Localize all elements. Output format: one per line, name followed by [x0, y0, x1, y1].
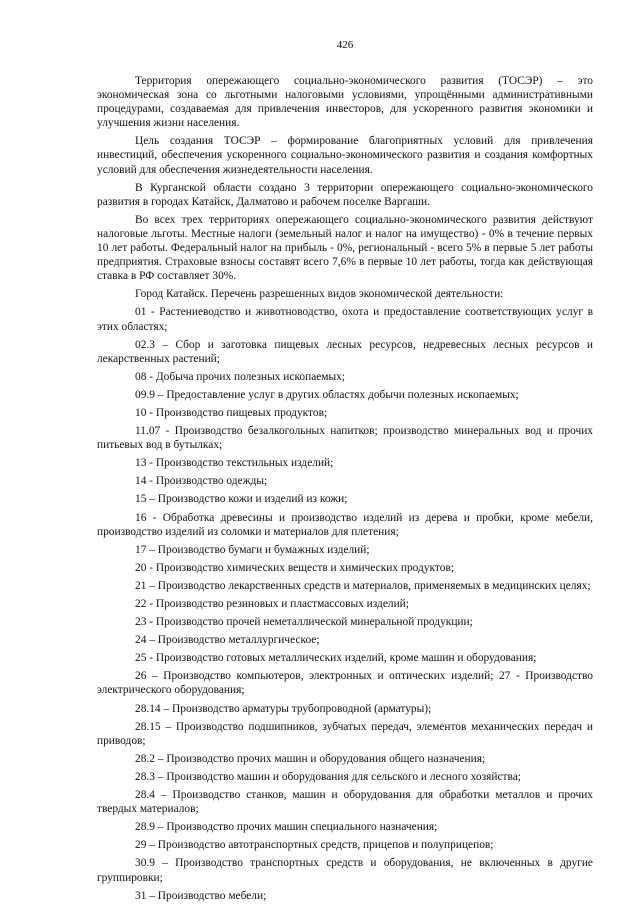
paragraph-tosr-definition: Территория опережающего социально-экономического развития (ТОСЭР) – это экономическая зона со льготными налоговыми условиями, упрощёнными административными процедурами, создаваемая для привлечения инвесторов, для ускоренного развития экономики и улучшения жизни населения.: [97, 75, 593, 130]
activity-list-item: 17 – Производство бумаги и бумажных изделий;: [135, 543, 370, 556]
activity-list-item: 13 - Производство текстильных изделий;: [135, 457, 334, 470]
activity-list-item: 28.9 – Производство прочих машин специального назначения;: [135, 821, 438, 834]
paragraph-tax-benefits: Во всех трех территориях опережающего социально-экономического развития действуют налоговые льготы. Местные налоги (земельный налог и налог на имущество) - 0% в течение первых 10 лет работы. Федеральный налог на прибыль - 0%, региональный - всего 5% в первые 5 лет работы предприятия. Страховые взносы составят всего 7,6% в первые 10 лет работы, тогда как действующая ставка в РФ составляет 30%.: [97, 213, 593, 283]
activity-list-item: 11.07 - Производство безалкогольных напитков; производство минеральных вод и прочих питьевых вод в бутылках;: [97, 425, 593, 452]
activity-list-item: 28.15 – Производство подшипников, зубчатых передач, элементов механических передач и приводов;: [97, 720, 593, 747]
activity-list-item: 10 - Производство пищевых продуктов;: [135, 406, 328, 419]
activity-list-item: 15 – Производство кожи и изделий из кожи;: [135, 493, 348, 506]
activity-list-item: 21 – Производство лекарственных средств и материалов, применяемых в медицинских целях;: [135, 579, 591, 592]
activity-list-item: 24 – Производство металлургическое;: [135, 634, 320, 647]
activity-list-item: 16 - Обработка древесины и производство изделий из дерева и пробки, кроме мебели, производство изделий из соломки и материалов для плетения;: [97, 511, 593, 538]
activity-list-item: 08 - Добыча прочих полезных ископаемых;: [135, 370, 346, 383]
activity-list-item: 28.2 – Производство прочих машин и оборудования общего назначения;: [135, 752, 486, 765]
activity-list-item: 30.9 – Производство транспортных средств и оборудования, не включенных в другие группировки;: [97, 857, 593, 884]
activity-list-item: 14 - Производство одежды;: [135, 475, 268, 488]
paragraph-activities-heading: Город Катайск. Перечень разрешенных видов экономической деятельности:: [135, 288, 504, 301]
activity-list-item: 20 - Производство химических веществ и химических продуктов;: [135, 561, 454, 574]
activity-list-item: 01 - Растениеводство и животноводство, охота и предоставление соответствующих услуг в этих областях;: [97, 306, 593, 333]
activity-list-item: 29 – Производство автотранспортных средств, прицепов и полуприцепов;: [135, 839, 494, 852]
activity-list-item: 22 - Производство резиновых и пластмассовых изделий;: [135, 598, 409, 610]
activity-list-item: 23 - Производство прочей неметаллической минеральной продукции;: [135, 616, 473, 629]
activity-list-item: 28.3 – Производство машин и оборудования для сельского и лесного хозяйства;: [135, 770, 521, 783]
activity-list-item: 31 – Производство мебели;: [135, 889, 267, 902]
activity-list-item: 25 - Производство готовых металлических изделий, кроме машин и оборудования;: [135, 652, 537, 665]
activity-list-item: 28.4 – Производство станков, машин и оборудования для обработки металлов и прочих твердых материалов;: [97, 789, 593, 816]
paragraph-kurgan-territories: В Курганской области создано 3 территории опережающего социально-экономического развития в городах Катайск, Далматово и рабочем поселке Варгаши.: [97, 181, 593, 208]
activity-list-item: 28.14 – Производство арматуры трубопроводной (арматуры);: [135, 702, 432, 715]
activity-list-item: 02.3 – Сбор и заготовка пищевых лесных ресурсов, недревесных лесных ресурсов и лекарственных растений;: [97, 338, 593, 365]
paragraph-tosr-goal: Цель создания ТОСЭР – формирование благоприятных условий для привлечения инвестиций, обеспечения ускоренного социально-экономического развития и создания комфортных условий для обеспечения жизнедеятельности населения.: [97, 135, 593, 176]
activity-list-item: 26 – Производство компьютеров, электронных и оптических изделий; 27 - Производство электрического оборудования;: [97, 670, 593, 697]
page-number: 426: [336, 39, 354, 51]
activity-list-item: 09.9 – Предоставление услуг в других областях добычи полезных ископаемых;: [135, 388, 519, 401]
